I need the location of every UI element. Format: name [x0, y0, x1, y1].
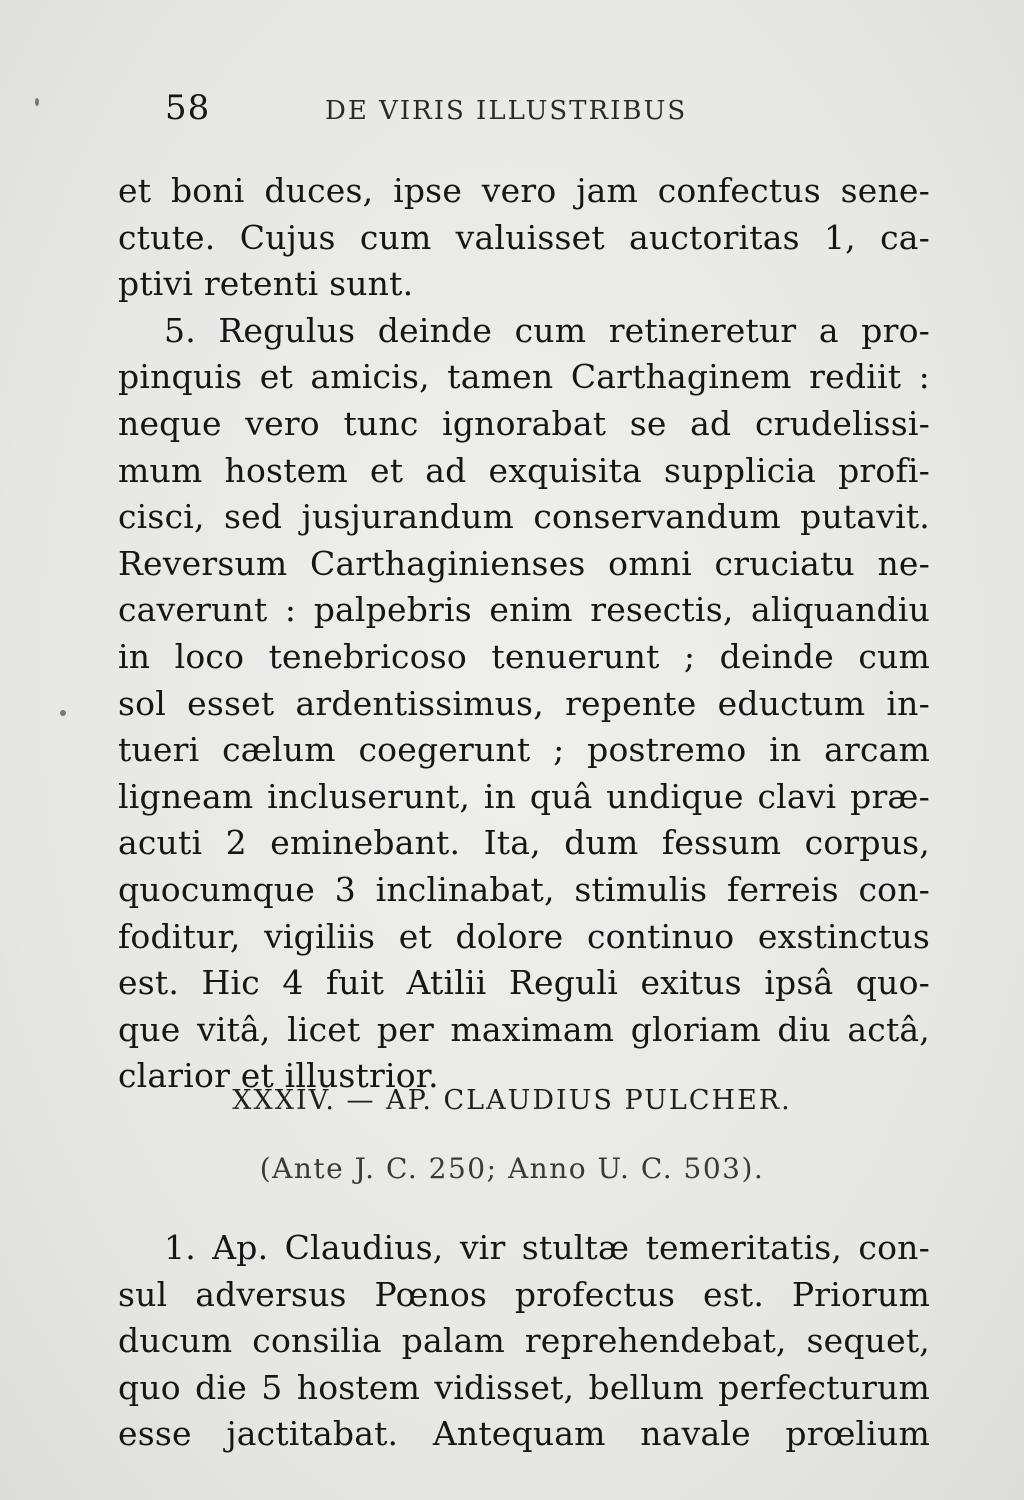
chapter-title: XXXIV. — AP. CLAUDIUS PULCHER. — [232, 1085, 792, 1116]
text-line: 1. Ap. Claudius, vir stultæ temeritatis, con- — [164, 1228, 930, 1267]
text-line: mum hostem et ad exquisita supplicia profi- — [118, 450, 930, 490]
running-head — [165, 88, 925, 138]
text-line: ligneam incluserunt, in quâ undique clavi præ- — [118, 776, 930, 816]
text-line: ptivi retenti sunt. — [118, 264, 414, 304]
text-line: ctute. Cujus cum valuisset auctoritas 1, ca- — [118, 217, 930, 257]
text-line: clarior et illustrior. — [118, 1056, 439, 1096]
text-line: acuti 2 eminebant. Ita, dum fessum corpus, — [118, 823, 930, 863]
chapter-text — [118, 1225, 930, 1458]
text-line: neque vero tunc ignorabat se ad crudelissi- — [118, 403, 930, 443]
text-line: quo die 5 hostem vidisset, bellum perfecturum — [118, 1367, 930, 1407]
text-line: in loco tenebricoso tenuerunt ; deinde cum — [118, 636, 930, 676]
text-line: cisci, sed jusjurandum conservandum putavit. — [118, 497, 930, 537]
print-speck — [60, 710, 66, 716]
page-number: 58 — [165, 88, 211, 128]
running-title: DE VIRIS ILLUSTRIBUS — [325, 96, 688, 126]
text-line: que vitâ, licet per maximam gloriam diu actâ, — [118, 1009, 930, 1049]
text-line: pinquis et amicis, tamen Carthaginem rediit : — [118, 357, 930, 397]
text-line: sol esset ardentissimus, repente eductum in- — [118, 683, 930, 723]
text-line: caverunt : palpebris enim resectis, aliquandiu — [118, 590, 930, 630]
text-line: quocumque 3 inclinabat, stimulis ferreis con- — [118, 869, 930, 909]
text-line: 5. Regulus deinde cum retineretur a pro- — [164, 310, 930, 350]
chapter-date: (Ante J. C. 250; Anno U. C. 503). — [259, 1152, 765, 1185]
text-line: tueri cælum coegerunt ; postremo in arcam — [118, 730, 930, 770]
print-speck — [35, 98, 39, 106]
text-line: est. Hic 4 fuit Atilii Reguli exitus ipsâ quo- — [118, 963, 930, 1003]
body-text — [118, 168, 930, 1100]
text-line: foditur, vigiliis et dolore continuo exstinctus — [118, 916, 930, 956]
text-line: ducum consilia palam reprehendebat, sequet, — [118, 1321, 930, 1361]
text-line: Reversum Carthaginienses omni cruciatu ne- — [118, 543, 930, 583]
text-line: sul adversus Pœnos profectus est. Priorum — [118, 1274, 930, 1314]
text-line: esse jactitabat. Antequam navale prœlium — [118, 1414, 930, 1454]
text-line: et boni duces, ipse vero jam confectus sene- — [118, 171, 930, 210]
